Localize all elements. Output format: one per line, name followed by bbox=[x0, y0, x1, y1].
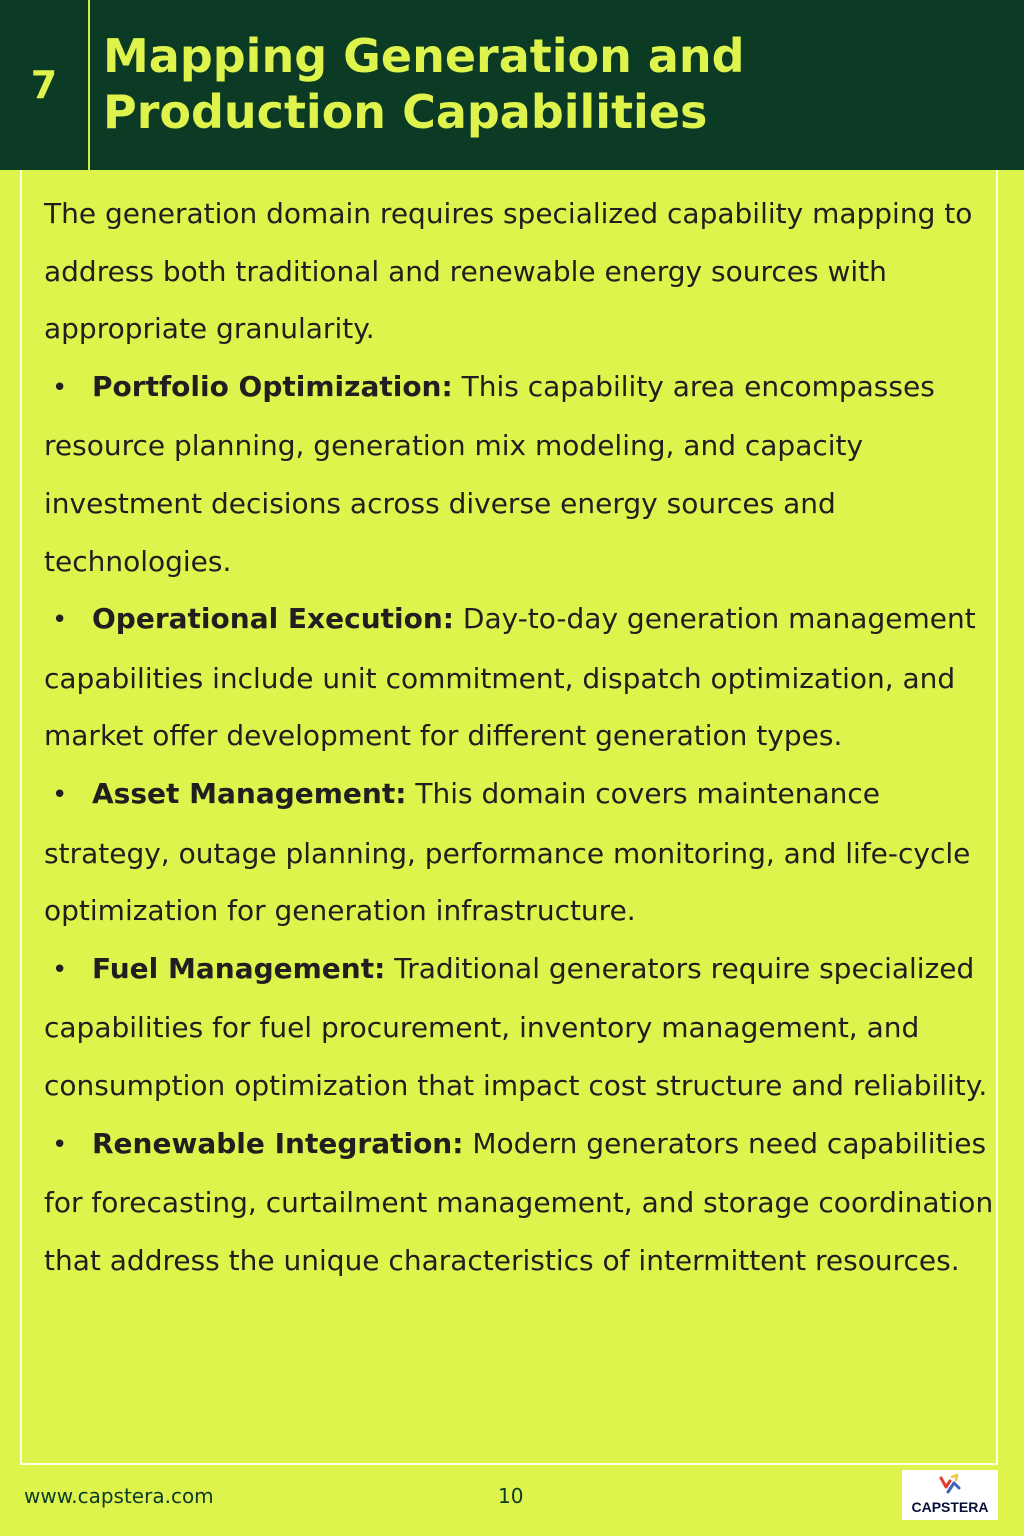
capstera-logo-mark-icon bbox=[936, 1473, 964, 1497]
bullet-dot-icon: • bbox=[52, 1129, 68, 1160]
bullet-fuel-management bbox=[44, 940, 994, 1115]
section-number: 7 bbox=[30, 63, 58, 107]
bullet-dot-icon: • bbox=[52, 372, 68, 403]
page-number: 10 bbox=[498, 1484, 524, 1508]
logo-blue-stroke-icon bbox=[948, 1483, 959, 1492]
page-header bbox=[0, 0, 1024, 170]
page-title bbox=[103, 28, 983, 140]
bullet-dot-icon: • bbox=[52, 954, 68, 985]
website-link[interactable]: www.capstera.com bbox=[24, 1484, 214, 1508]
bullet-dot-icon: • bbox=[52, 605, 68, 636]
capstera-logo bbox=[902, 1470, 998, 1520]
bullet-title: Fuel Management: bbox=[92, 951, 386, 985]
page-title-line-1: Mapping Generation and bbox=[103, 29, 745, 83]
header-divider bbox=[88, 0, 90, 170]
bullet-dot-icon: • bbox=[52, 779, 68, 810]
page-title-line-2: Production Capabilities bbox=[103, 85, 708, 139]
bullet-operational-execution bbox=[44, 590, 994, 765]
bullet-text: Day-to-day generation management capabilities include unit commitment, dispatch optimization, and market offer development for different generation types. bbox=[44, 602, 976, 753]
bullet-text: This capability area encompasses resource planning, generation mix modeling, and capacity investment decisions across diverse energy sources and technologies. bbox=[44, 369, 935, 578]
bullet-text: This domain covers maintenance strategy, outage planning, performance monitoring, and life-cycle optimization for generation infrastructure. bbox=[44, 776, 971, 928]
bullet-text: Modern generators need capabilities for forecasting, curtailment management, and storage coordination that address the unique characteristics of intermittent resources. bbox=[44, 1126, 994, 1277]
bullet-title: Portfolio Optimization: bbox=[92, 369, 453, 403]
intro-paragraph: The generation domain requires specialized capability mapping to address both traditional and renewable energy sources with appropriate granularity. bbox=[44, 197, 973, 346]
bullet-portfolio-optimization bbox=[44, 358, 994, 590]
bullet-title: Asset Management: bbox=[92, 776, 407, 810]
main-content bbox=[44, 185, 994, 1289]
bullet-renewable-integration bbox=[44, 1115, 994, 1290]
bullet-text: Traditional generators require specialized capabilities for fuel procurement, inventory management, and consumption optimization that impact cost structure and reliability. bbox=[44, 951, 988, 1102]
logo-yellow-stroke-icon bbox=[952, 1475, 957, 1480]
bullet-asset-management bbox=[44, 765, 994, 940]
bullet-title: Renewable Integration: bbox=[92, 1126, 464, 1160]
logo-red-stroke-icon bbox=[941, 1478, 950, 1487]
bullet-title: Operational Execution: bbox=[92, 602, 454, 636]
logo-text: CAPSTERA bbox=[911, 1499, 989, 1515]
